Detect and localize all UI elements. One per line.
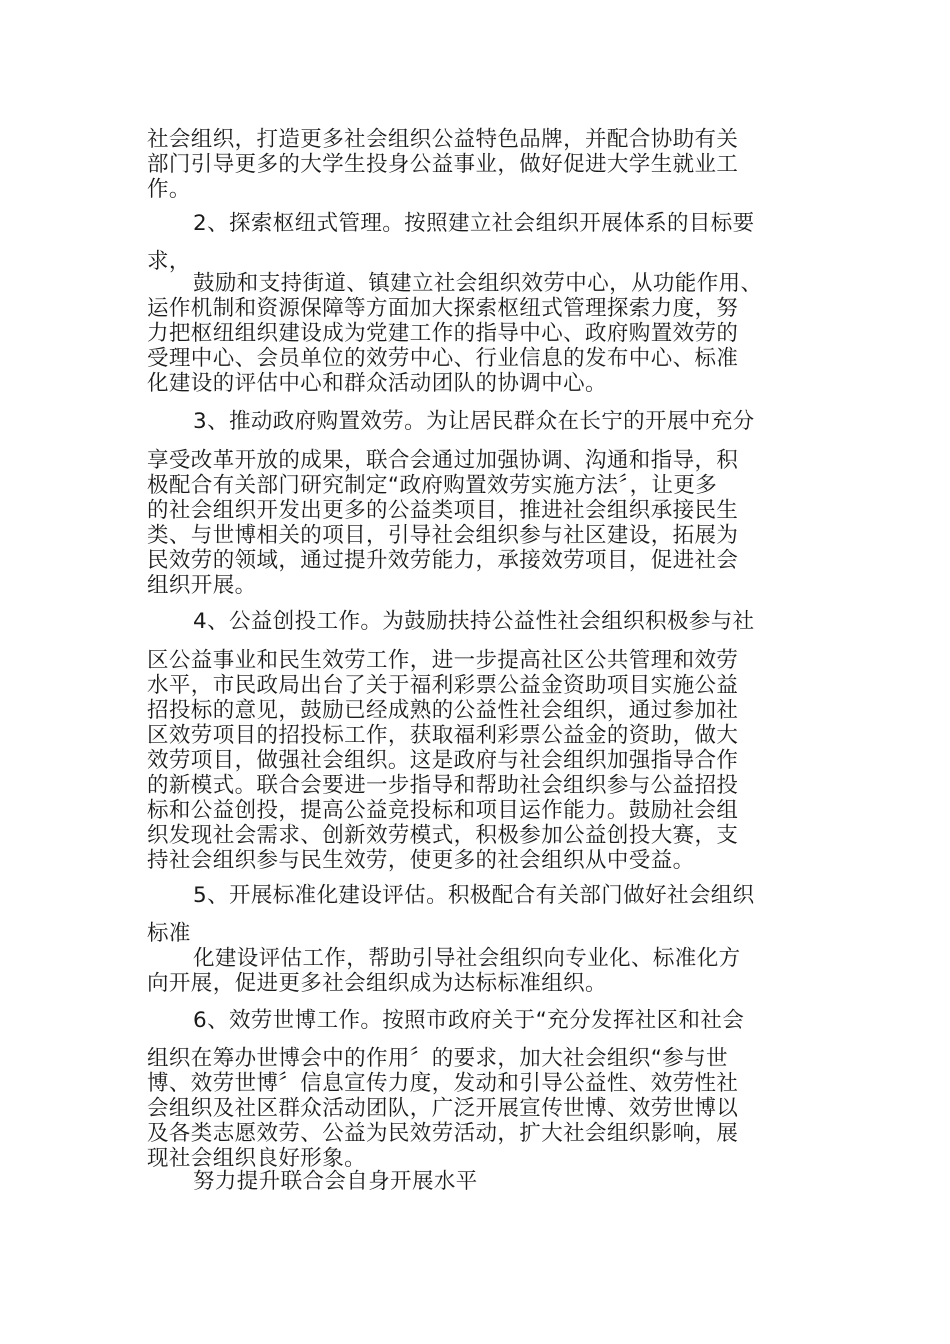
text-line: 类、与世博相关的项目，引导社会组织参与社区建设，拓展为 [147, 523, 739, 548]
item-5-body [147, 946, 817, 996]
text-line: 组织在筹办世博会中的作用〞的要求，加大社会组织“参与世 [147, 1046, 728, 1071]
text-line: 水平，市民政局出台了关于福利彩票公益金资助项目实施公益 [147, 673, 739, 698]
text-line: 博、效劳世博〞信息宣传力度，发动和引导公益性、效劳性社 [147, 1071, 739, 1096]
paragraph-continuation [147, 127, 817, 202]
item-5-heading [147, 883, 817, 908]
text-line: 化建设评估工作，帮助引导社会组织向专业化、标准化方 [193, 946, 741, 971]
item-2-body [147, 271, 817, 396]
text-line: 作。 [147, 177, 191, 202]
item-6-heading [147, 1008, 817, 1033]
item-4-body [147, 648, 817, 873]
text-line: 区效劳项目的招投标工作，获取福利彩票公益金的资助，做大 [147, 723, 739, 748]
text-line: 2、探索枢纽式管理。按照建立社会组织开展体系的目标要 [193, 211, 755, 236]
text-line: 努力提升联合会自身开展水平 [193, 1169, 478, 1194]
text-line: 标准 [147, 921, 191, 946]
item-3-body [147, 448, 817, 598]
text-line: 织发现社会需求、创新效劳模式，积极参加公益创投大赛，支 [147, 823, 739, 848]
section-heading [147, 1169, 817, 1194]
text-line: 5、开展标准化建设评估。积极配合有关部门做好社会组织 [193, 883, 755, 908]
text-line: 求， [147, 249, 191, 274]
text-line: 效劳项目，做强社会组织。这是政府与社会组织加强指导合作 [147, 748, 739, 773]
text-line: 极配合有关部门研究制定“政府购置效劳实施方法〞，让更多 [147, 473, 718, 498]
text-line: 民效劳的领域，通过提升效劳能力，承接效劳项目，促进社会 [147, 548, 739, 573]
text-line: 会组织及社区群众活动团队，广泛开展宣传世博、效劳世博以 [147, 1096, 739, 1121]
text-line: 化建设的评估中心和群众活动团队的协调中心。 [147, 371, 607, 396]
item-5-heading-tail [147, 921, 817, 946]
item-6-body [147, 1046, 817, 1171]
text-line: 组织开展。 [147, 573, 257, 598]
text-line: 标和公益创投，提高公益竞投标和项目运作能力。鼓励社会组 [147, 798, 739, 823]
text-line: 受理中心、会员单位的效劳中心、行业信息的发布中心、标准 [147, 346, 739, 371]
text-line: 持社会组织参与民生效劳，使更多的社会组织从中受益。 [147, 848, 695, 873]
text-line: 社会组织，打造更多社会组织公益特色品牌，并配合协助有关 [147, 127, 739, 152]
text-line: 招投标的意见，鼓励已经成熟的公益性社会组织，通过参加社 [147, 698, 739, 723]
text-line: 4、公益创投工作。为鼓励扶持公益性社会组织积极参与社 [193, 609, 755, 634]
item-2-heading [147, 211, 817, 236]
text-line: 向开展，促进更多社会组织成为达标标准组织。 [147, 971, 607, 996]
item-4-heading [147, 609, 817, 634]
text-line: 的社会组织开发出更多的公益类项目，推进社会组织承接民生 [147, 498, 739, 523]
text-line: 部门引导更多的大学生投身公益事业，做好促进大学生就业工 [147, 152, 739, 177]
text-line: 6、效劳世博工作。按照市政府关于“充分发挥社区和社会 [193, 1008, 745, 1033]
text-line: 现社会组织良好形象。 [147, 1146, 367, 1171]
text-line: 享受改革开放的成果，联合会通过加强协调、沟通和指导，积 [147, 448, 739, 473]
text-line: 的新模式。联合会要进一步指导和帮助社会组织参与公益招投 [147, 773, 739, 798]
text-line: 运作机制和资源保障等方面加大探索枢纽式管理探索力度，努 [147, 296, 739, 321]
item-3-heading [147, 409, 817, 434]
text-line: 鼓励和支持街道、镇建立社会组织效劳中心，从功能作用、 [193, 271, 763, 296]
text-line: 3、推动政府购置效劳。为让居民群众在长宁的开展中充分 [193, 409, 755, 434]
text-line: 区公益事业和民生效劳工作，进一步提高社区公共管理和效劳 [147, 648, 739, 673]
text-line: 及各类志愿效劳、公益为民效劳活动，扩大社会组织影响，展 [147, 1121, 739, 1146]
text-line: 力把枢纽组织建设成为党建工作的指导中心、政府购置效劳的 [147, 321, 739, 346]
